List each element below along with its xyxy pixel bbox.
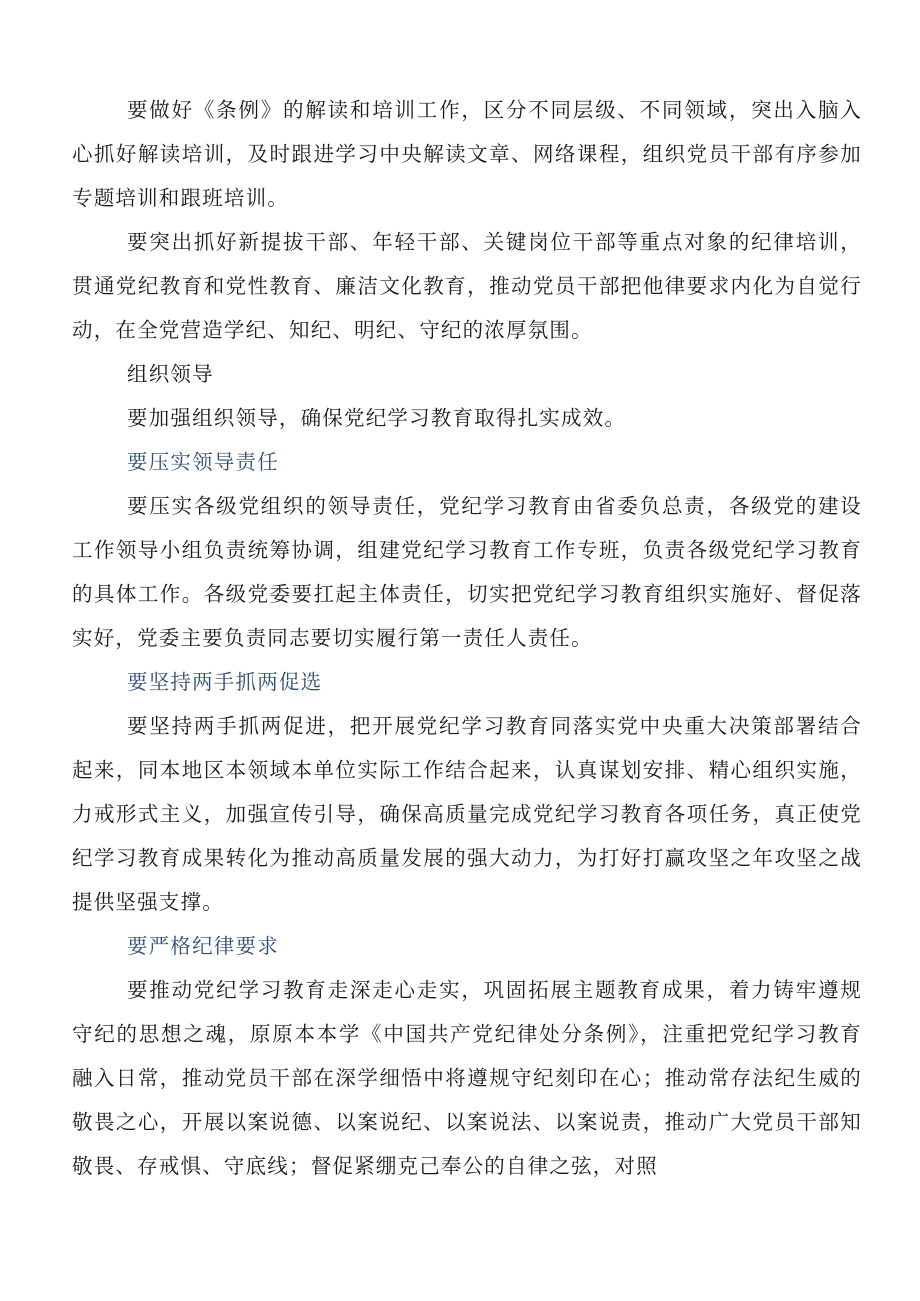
document-page	[72, 88, 862, 1188]
section-heading-organization: 组织领导	[127, 362, 214, 386]
subheading-leadership-responsibility: 要压实领导责任	[127, 450, 279, 474]
subheading-discipline-requirements: 要严格纪律要求	[127, 934, 279, 958]
paragraph-leadership-responsibility: 要压实各级党组织的领导责任，党纪学习教育由省委负总责，各级党的建设工作领导小组负责统筹协调，组建党纪学习教育工作专班，负责各级党纪学习教育的具体工作。各级党委要扛起主体责任，切实把党纪学习教育组织实施好、督促落实好，党委主要负责同志要切实履行第一责任人责任。	[72, 494, 862, 650]
paragraph-two-hands: 要坚持两手抓两促进，把开展党纪学习教育同落实党中央重大决策部署结合起来，同本地区本领域本单位实际工作结合起来，认真谋划安排、精心组织实施，力戒形式主义，加强宣传引导，确保高质量完成党纪学习教育各项任务，真正使党纪学习教育成果转化为推动高质量发展的强大动力，为打好打赢攻坚之年攻坚之战提供坚强支撑。	[72, 714, 862, 914]
paragraph-discipline-requirements: 要推动党纪学习教育走深走心走实，巩固拓展主题教育成果，着力铸牢遵规守纪的思想之魂，原原本本学《中国共产党纪律处分条例》，注重把党纪学习教育融入日常，推动党员干部在深学细悟中将遵规守纪刻印在心；推动常存法纪生威的敬畏之心，开展以案说德、以案说纪、以案说法、以案说责，推动广大党员干部知敬畏、存戒惧、守底线；督促紧绷克己奉公的自律之弦，对照	[72, 978, 862, 1178]
paragraph-key-targets: 要突出抓好新提拔干部、年轻干部、关键岗位干部等重点对象的纪律培训，贯通党纪教育和党性教育、廉洁文化教育，推动党员干部把他律要求内化为自觉行动，在全党营造学纪、知纪、明纪、守纪的浓厚氛围。	[72, 230, 862, 342]
paragraph-organization: 要加强组织领导，确保党纪学习教育取得扎实成效。	[127, 406, 627, 430]
subheading-two-hands: 要坚持两手抓两促选	[127, 670, 323, 694]
paragraph-training: 要做好《条例》的解读和培训工作，区分不同层级、不同领域，突出入脑入心抓好解读培训，及时跟进学习中央解读文章、网络课程，组织党员干部有序参加专题培训和跟班培训。	[72, 98, 862, 210]
